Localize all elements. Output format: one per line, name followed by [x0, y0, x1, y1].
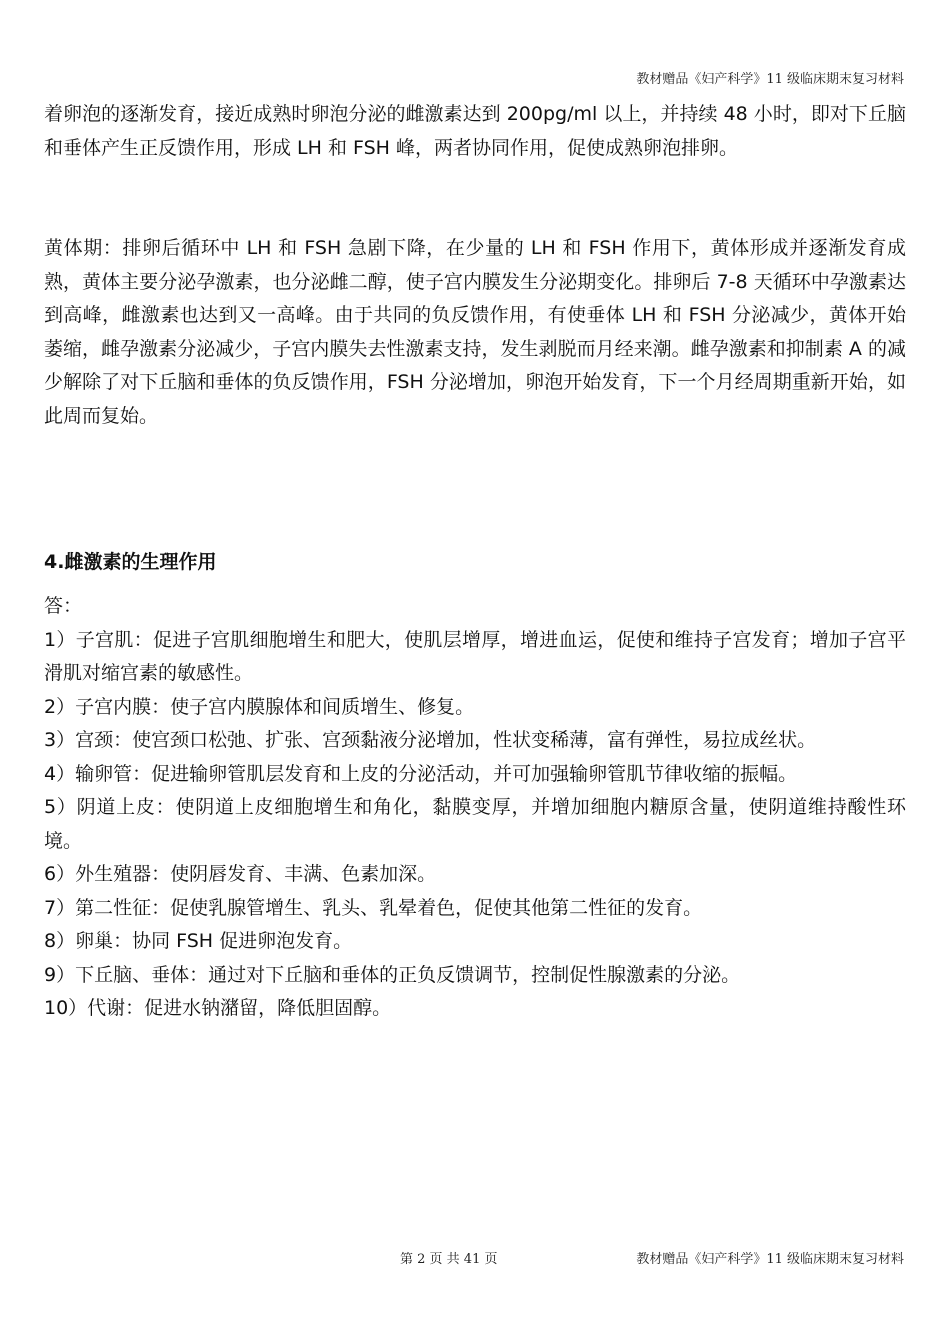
list-item: 10）代谢：促进水钠潴留，降低胆固醇。 [44, 997, 392, 1019]
list-item: 4）输卵管：促进输卵管肌层发育和上皮的分泌活动，并可加强输卵管肌节律收缩的振幅。 [44, 762, 798, 785]
list-item: 5）阴道上皮：使阴道上皮细胞增生和角化，黏膜变厚，并增加细胞内糖原含量，使阴道维持酸性环境。 [44, 796, 906, 852]
list-item: 7）第二性征：促使乳腺管增生、乳头、乳晕着色，促使其他第二性征的发育。 [44, 896, 703, 919]
list-item: 9）下丘脑、垂体：通过对下丘脑和垂体的正负反馈调节，控制促性腺激素的分泌。 [44, 963, 741, 986]
list-item: 3）宫颈：使宫颈口松弛、扩张、宫颈黏液分泌增加，性状变稀薄，富有弹性，易拉成丝状。 [44, 729, 817, 751]
list-item: 6）外生殖器：使阴唇发育、丰满、色素加深。 [44, 863, 437, 885]
paragraph-follicular [44, 98, 906, 165]
paragraph-text: 着卵泡的逐渐发育，接近成熟时卵泡分泌的雌激素达到 200pg/ml 以上，并持续 48 小时，即对下丘脑和垂体产生正反馈作用，形成 LH 和 FSH 峰，两者协同作用，促使成熟卵泡排卵。 [44, 103, 906, 159]
list-item: 1）子宫肌：促进子宫肌细胞增生和肥大，使肌层增厚，增进血运，促使和维持子宫发育；增加子宫平滑肌对缩宫素的敏感性。 [44, 628, 906, 684]
paragraph-text: 黄体期：排卵后循环中 LH 和 FSH 急剧下降，在少量的 LH 和 FSH 作用下，黄体形成并逐渐发育成熟，黄体主要分泌孕激素，也分泌雌二醇，使子宫内膜发生分泌期变化。排卵后 7-8 天循环中孕激素达到高峰，雌激素也达到又一高峰。由于共同的负反馈作用，有使垂体 LH 和 FSH 分泌减少，黄体开始萎缩，雌孕激素分泌减少，子宫内膜失去性激素支持，发生剥脱而月经来潮。雌孕激素和抑制素 A 的减少解除了对下丘脑和垂体的负反馈作用，FSH 分泌增加，卵泡开始发育，下一个月经周期重新开始，如此周而复始。 [44, 237, 906, 427]
answer-list [44, 590, 906, 1026]
list-item: 8）卵巢：协同 FSH 促进卵泡发育。 [44, 930, 353, 952]
list-item: 2）子宫内膜：使子宫内膜腺体和间质增生、修复。 [44, 695, 475, 718]
paragraph-luteal [44, 232, 906, 433]
page-header: 教材赠品《妇产科学》11 级临床期末复习材料 [636, 72, 904, 87]
footer-title: 教材赠品《妇产科学》11 级临床期末复习材料 [636, 1252, 904, 1267]
section-heading: 4.雌激素的生理作用 [44, 551, 217, 573]
page-number: 第 2 页 共 41 页 [400, 1252, 498, 1267]
answer-label: 答： [44, 595, 83, 617]
